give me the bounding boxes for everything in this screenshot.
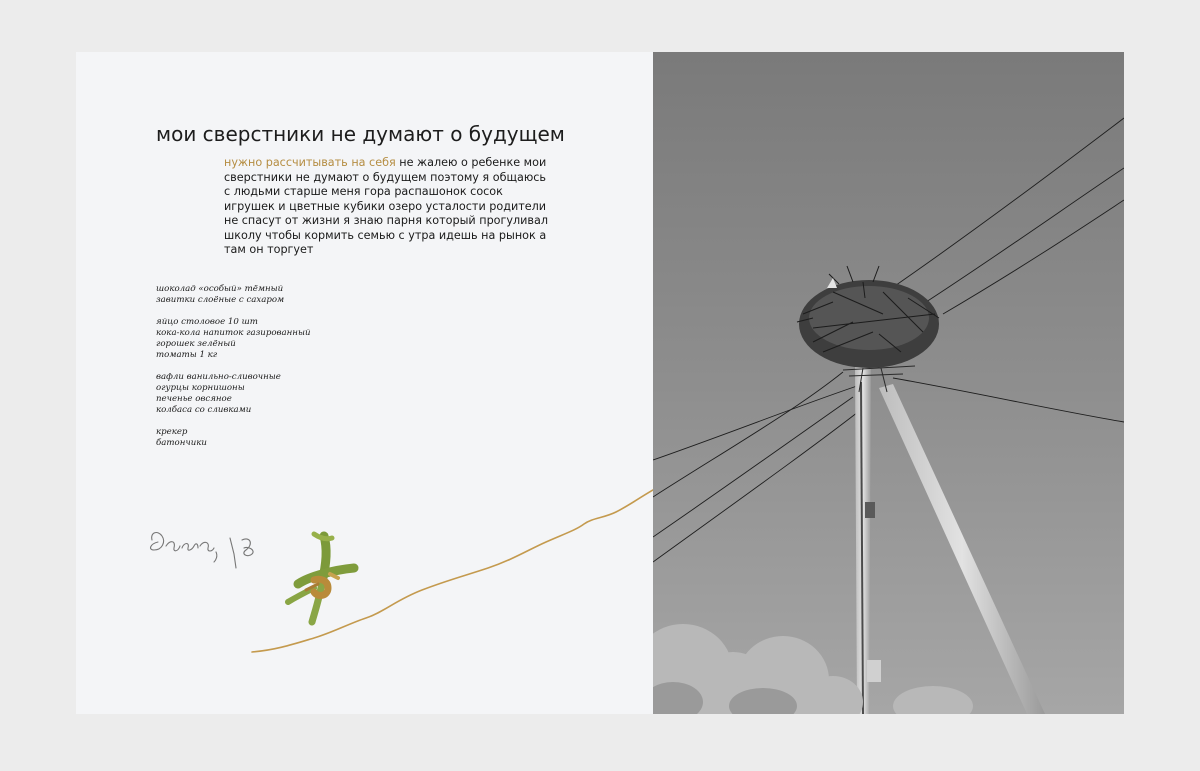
list-item: колбаса со сливками bbox=[156, 405, 252, 415]
book-spread bbox=[76, 52, 1124, 714]
list-item: горошек зелёный bbox=[156, 339, 236, 349]
drawn-line bbox=[76, 52, 653, 714]
signature-icon bbox=[144, 524, 270, 576]
list-item: вафли ванильно-сливочные bbox=[156, 372, 281, 382]
list-item: кока-кола напиток газированный bbox=[156, 328, 311, 338]
list-item: крекер bbox=[156, 427, 188, 437]
left-page bbox=[76, 52, 653, 714]
highlighted-phrase: нужно рассчитывать на себя bbox=[224, 156, 396, 169]
list-item: яйцо столовое 10 шт bbox=[156, 317, 258, 327]
list-item: завитки слоёные с сахаром bbox=[156, 295, 285, 305]
list-item: томаты 1 кг bbox=[156, 350, 218, 360]
page-title: мои сверстники не думают о будущем bbox=[156, 122, 565, 146]
list-item: батончики bbox=[156, 438, 207, 448]
stork-nest-photo bbox=[653, 52, 1124, 714]
bird-icon bbox=[284, 530, 364, 626]
photo-page bbox=[653, 52, 1124, 714]
body-paragraph: не жалею о ребенке мои сверстники не думают о будущем поэтому я общаюсь с людьми старше меня гора распашонок сосок игрушек и цветные кубики озеро усталости родители не спасут от жизни я знаю парня который прогуливал школу чтобы кормить семью с утра идешь на рынок а там он торгует bbox=[224, 156, 549, 256]
list-item: печенье овсяное bbox=[156, 394, 232, 404]
list-item: шоколад «особый» тёмный bbox=[156, 284, 284, 294]
list-item: огурцы корнишоны bbox=[156, 383, 245, 393]
